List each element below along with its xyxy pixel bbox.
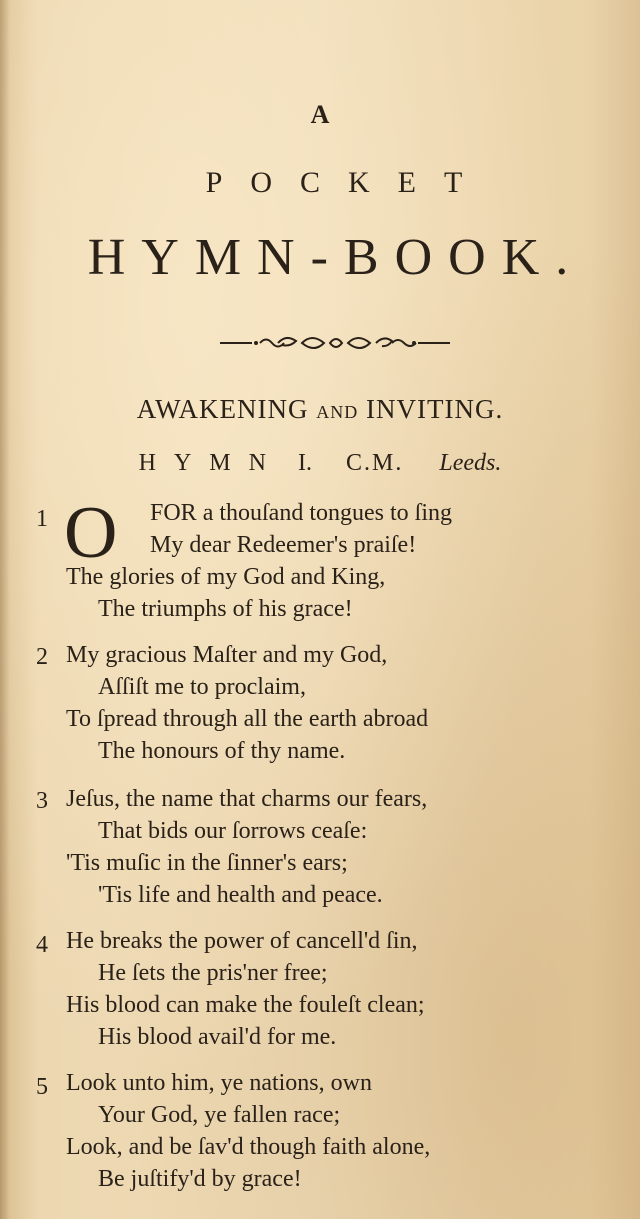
- ornament-divider-icon: [220, 330, 450, 356]
- section-heading: [0, 394, 640, 425]
- stanza-number: 1: [36, 506, 48, 532]
- stanza-number: 5: [36, 1074, 48, 1100]
- stanza-line: My gracious Maſter and my God,: [66, 642, 388, 668]
- header-mark: A: [310, 100, 330, 129]
- hymn-heading: [0, 450, 640, 477]
- stanza-line: My dear Redeemer's praiſe!: [150, 532, 417, 558]
- stanza-line: His blood can make the fouleſt clean;: [66, 992, 425, 1018]
- stanza-number: 3: [36, 788, 48, 814]
- stanza-number: 2: [36, 644, 48, 670]
- stanza-line: The glories of my God and King,: [66, 564, 386, 590]
- stanza-number: 4: [36, 932, 48, 958]
- hymn-number: I.: [297, 450, 312, 476]
- section-word-awakening: AWAKENING: [136, 394, 309, 424]
- stanza-line: His blood avail'd for me.: [98, 1024, 337, 1050]
- title-line-pocket: POCKET: [205, 166, 491, 199]
- stanza-line: That bids our ſorrows ceaſe:: [98, 818, 368, 844]
- hymn-word: HYMN: [138, 450, 284, 476]
- hymn-meter: C.M.: [345, 450, 404, 476]
- stanza-line: Jeſus, the name that charms our fears,: [66, 786, 428, 812]
- stanza-line: He ſets the pris'ner free;: [98, 960, 328, 986]
- stanza-line: To ſpread through all the earth abroad: [66, 706, 429, 732]
- stanza-line: FOR a thouſand tongues to ſing: [150, 500, 452, 526]
- stanza-line: Look, and be ſav'd though faith alone,: [66, 1134, 431, 1160]
- stanza-line: 'Tis muſic in the ſinner's ears;: [66, 850, 348, 876]
- section-word-inviting: INVITING.: [366, 394, 504, 424]
- stanza-line: Look unto him, ye nations, own: [66, 1070, 372, 1096]
- stanza-line: Be juſtify'd by grace!: [98, 1166, 302, 1192]
- stanza-line: 'Tis life and health and peace.: [98, 882, 383, 908]
- stanza-line: The triumphs of his grace!: [98, 596, 353, 622]
- hymn-tune: Leeds.: [439, 450, 502, 476]
- drop-cap: O: [64, 492, 118, 574]
- stanza-line: He breaks the power of cancell'd ſin,: [66, 928, 418, 954]
- stanza-line: Your God, ye fallen race;: [98, 1102, 341, 1128]
- section-word-and: AND: [316, 402, 359, 422]
- stanza-line: The honours of thy name.: [98, 738, 346, 764]
- title-line-hymn-book: HYMN-BOOK.: [87, 229, 585, 286]
- stanza-line: Aſſiſt me to proclaim,: [98, 674, 306, 700]
